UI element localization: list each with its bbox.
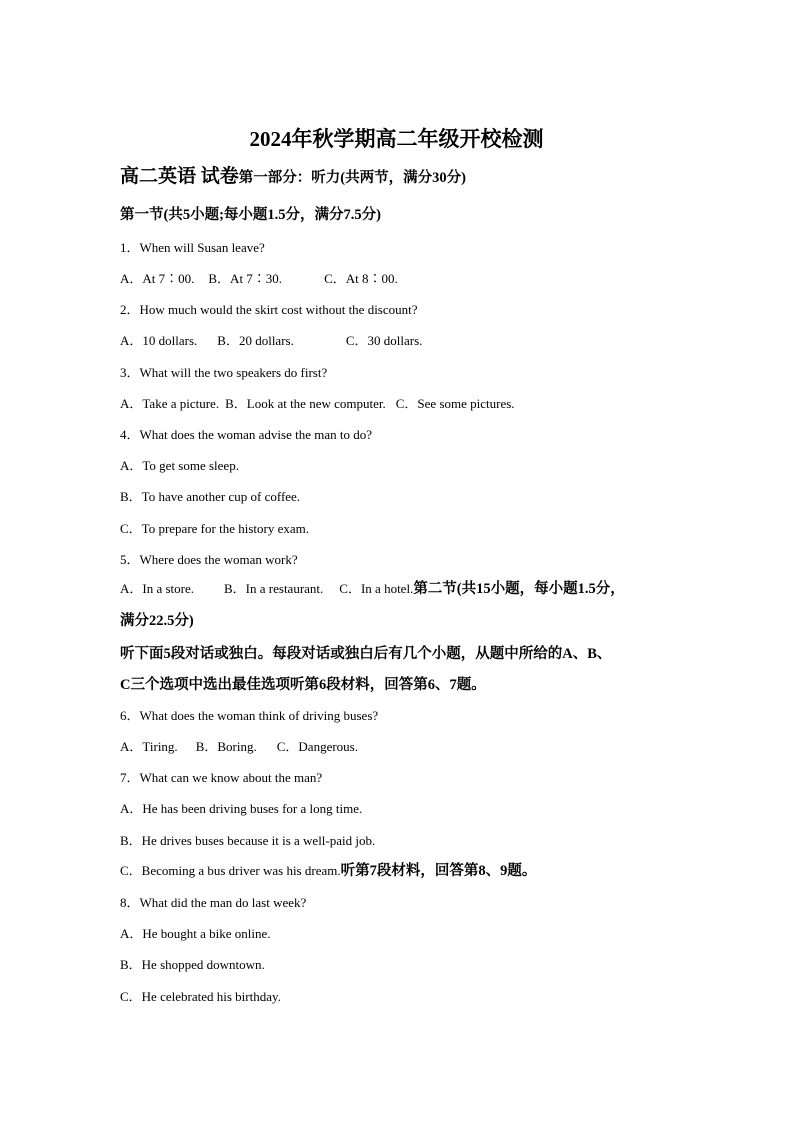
question-4-stem: 4．What does the woman advise the man to do?	[120, 427, 372, 442]
option-a: A．Take a picture.	[120, 396, 220, 411]
question-7-option-a: A．He has been driving buses for a long time.	[120, 801, 363, 816]
page-title: 2024年秋学期高二年级开校检测	[249, 127, 544, 151]
question-6-stem: 6．What does the woman think of driving buses?	[120, 708, 379, 723]
option-c: C．See some pictures.	[395, 396, 515, 411]
question-3-stem: 3．What will the two speakers do first?	[120, 365, 328, 380]
question-8-option-c: C．He celebrated his birthday.	[120, 989, 281, 1004]
section2-heading-cont: 满分22.5分)	[120, 613, 194, 629]
question-3-options	[120, 395, 515, 413]
section2-heading: 第二节(共15小题，每小题1.5分，	[413, 581, 625, 597]
question-1-stem: 1．When will Susan leave?	[120, 240, 265, 255]
question-4-option-b: B．To have another cup of coffee.	[120, 489, 301, 504]
option-c: C．Dangerous.	[276, 739, 358, 754]
instruction-line-2: C三个选项中选出最佳选项听第6段材料，回答第6、7题。	[120, 677, 486, 693]
question-7-options-c-line	[120, 862, 536, 880]
option-a: A．In a store.	[120, 581, 195, 596]
option-b: B．20 dollars.	[217, 333, 294, 348]
question-7-option-b: B．He drives buses because it is a well-paid job.	[120, 833, 376, 848]
question-1-options	[120, 270, 398, 288]
question-5-options	[120, 580, 625, 598]
question-8-stem: 8．What did the man do last week?	[120, 895, 307, 910]
question-4-option-a: A．To get some sleep.	[120, 458, 239, 473]
question-7-option-c: C．Becoming a bus driver was his dream.	[120, 863, 341, 878]
question-8-option-a: A．He bought a bike online.	[120, 926, 271, 941]
question-2-options	[120, 332, 422, 350]
option-a: A．10 dollars.	[120, 333, 198, 348]
question-7-stem: 7．What can we know about the man?	[120, 770, 323, 785]
question-5-stem: 5．Where does the woman work?	[120, 552, 298, 567]
option-b: B．At 7∶30.	[208, 271, 283, 286]
section1-heading: 第一节(共5小题;每小题1.5分，满分7.5分)	[120, 207, 381, 223]
material-7-heading: 听第7段材料，回答第8、9题。	[340, 863, 537, 879]
question-6-options	[120, 738, 358, 756]
part1-heading: 第一部分：听力(共两节，满分30分)	[238, 170, 466, 186]
instruction-line-1: 听下面5段对话或独白。每段对话或独白后有几个小题，从题中所给的A、B、	[120, 646, 612, 662]
option-b: B．Look at the new computer.	[225, 396, 386, 411]
option-c: C．30 dollars.	[345, 333, 423, 348]
option-c: C．At 8∶00.	[324, 271, 398, 286]
option-b: B．In a restaurant.	[224, 581, 324, 596]
option-b: B．Boring.	[195, 739, 257, 754]
paper-subtitle: 高二英语 试卷	[120, 166, 239, 187]
option-a: A．At 7∶00.	[120, 271, 195, 286]
question-4-option-c: C．To prepare for the history exam.	[120, 521, 309, 536]
question-2-stem: 2．How much would the skirt cost without the discount?	[120, 302, 418, 317]
header-line	[120, 168, 466, 187]
option-c: C．In a hotel.	[339, 581, 414, 596]
option-a: A．Tiring.	[120, 739, 178, 754]
question-8-option-b: B．He shopped downtown.	[120, 957, 265, 972]
